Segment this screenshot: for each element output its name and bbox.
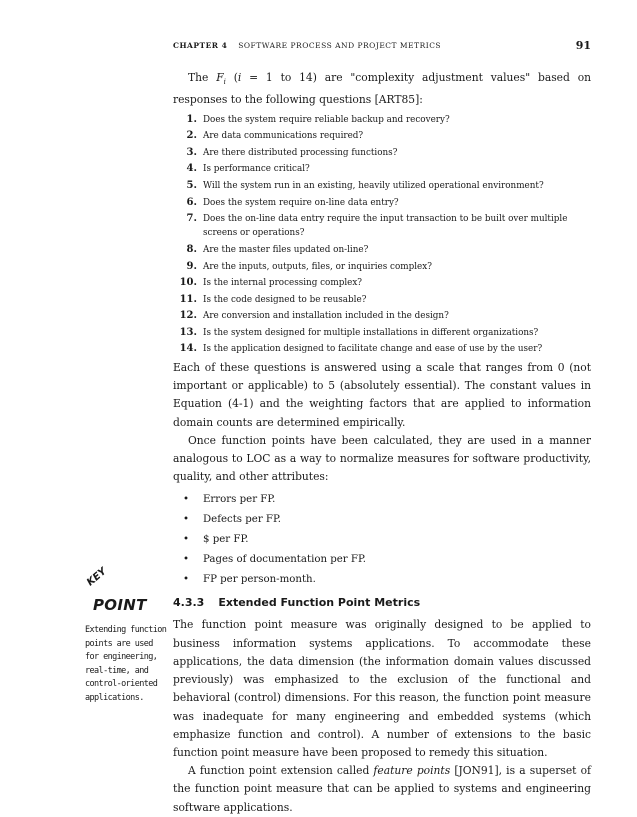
bullet-icon: • (183, 534, 190, 546)
question-text: Does the on-line data entry require the input transaction to be built over multiple screens or operations? (203, 214, 568, 239)
fp-paragraph: The function point measure was originally designed to be applied to business information systems applications. To accommodate these applications, the data dimension (the information domain values discussed previously) was emphasized to the exclusion of the functional and behavioral (control) dimensions. For this reason, the function point measure was inadequate for many engineering and embedded systems (which emphasize function and control). A number of extensions to the basic function point measure have been proposed to remedy this situation. (173, 618, 591, 759)
bullet-text: Pages of documentation per FP. (203, 554, 367, 566)
question-text: Are the inputs, outputs, files, or inquiries complex? (203, 261, 432, 272)
question-number: 7. (186, 213, 197, 225)
question-item (173, 326, 591, 340)
question-item (173, 309, 591, 323)
question-number: 9. (186, 260, 197, 272)
bullet-icon: • (183, 574, 190, 586)
question-number: 3. (186, 146, 197, 158)
chapter-title: SOFTWARE PROCESS AND PROJECT METRICS (238, 41, 442, 50)
page-number: 91 (575, 39, 591, 52)
question-text: Is the internal processing complex? (203, 278, 363, 289)
question-item (173, 146, 591, 160)
section-number: 4.3.3 (173, 596, 205, 610)
question-item (173, 196, 591, 210)
question-text: Is the code designed to be reusable? (203, 294, 367, 305)
bullet-item (173, 490, 591, 510)
key-point-word: POINT (93, 596, 147, 614)
metrics-bullet-list (173, 490, 591, 590)
question-text: Does the system require on-line data entry? (203, 197, 399, 208)
question-item (173, 179, 591, 193)
bullet-item (173, 530, 591, 550)
question-number: 5. (186, 179, 197, 191)
bullet-text: FP per person-month. (203, 574, 316, 586)
question-number: 14. (179, 343, 197, 355)
question-text: Is performance critical? (203, 164, 310, 175)
question-item (173, 293, 591, 307)
main-content (173, 69, 591, 817)
bullet-icon: • (183, 554, 190, 566)
question-text: Are conversion and installation included in the design? (203, 311, 449, 322)
key-point-key-label: KEY (85, 565, 109, 589)
question-item (173, 260, 591, 274)
question-number: 12. (179, 310, 197, 322)
bullet-text: $ per FP. (203, 534, 249, 546)
bullet-text: Errors per FP. (203, 494, 276, 506)
extension-paragraph: A function point extension called feature points [JON91], is a superset of the function point measure that can be applied to systems and engineering software applications. (173, 764, 591, 814)
feature-points-term: feature points (373, 764, 451, 778)
question-text: Will the system run in an existing, heavily utilized operational environment? (203, 180, 544, 191)
running-header (173, 41, 591, 50)
question-text: Is the system designed for multiple installations in different organizations? (203, 327, 539, 338)
intro-paragraph: The $F_i$ (i = 1 to 14) are "complexity adjustment values" based on responses to the following questions [ART85]: (173, 71, 592, 107)
question-item (173, 212, 591, 240)
question-text: Does the system require reliable backup and recovery? (203, 114, 450, 125)
bullet-item (173, 550, 591, 570)
section-heading (173, 594, 591, 612)
bullet-icon: • (183, 494, 190, 506)
question-item (173, 129, 591, 143)
questions-list (173, 113, 591, 357)
question-text: Are the master files updated on-line? (203, 244, 369, 255)
question-text: Is the application designed to facilitate change and ease of use by the user? (203, 344, 543, 355)
key-point-sidebar (85, 565, 167, 705)
section-title: Extended Function Point Metrics (218, 596, 421, 610)
chapter-label: CHAPTER 4 (173, 41, 228, 50)
scale-paragraph: Each of these questions is answered using a scale that ranges from 0 (not important or applicable) to 5 (absolutely essential). The constant values in Equation (4-1) and the weighting factors that are applied to information domain counts are determined empirically. (173, 361, 591, 429)
question-number: 8. (186, 243, 197, 255)
bullet-icon: • (183, 514, 190, 526)
question-item (173, 342, 591, 356)
question-number: 10. (179, 277, 197, 289)
bullet-text: Defects per FP. (203, 514, 282, 526)
key-point-icon (85, 565, 165, 622)
bullet-item (173, 570, 591, 590)
question-item (173, 113, 591, 127)
question-item (173, 162, 591, 176)
once-paragraph: Once function points have been calculated, they are used in a manner analogous to LOC as a way to normalize measures for software productivity, quality, and other attributes: (173, 433, 591, 484)
question-number: 6. (186, 196, 197, 208)
question-number: 11. (179, 293, 197, 305)
question-number: 4. (186, 163, 197, 175)
key-point-note: Extending function points are used for engineering, real-time, and control-oriented applications. (85, 625, 167, 703)
question-text: Are there distributed processing functions? (203, 147, 398, 158)
question-item (173, 276, 591, 290)
question-text: Are data communications required? (203, 131, 364, 142)
question-number: 2. (186, 130, 197, 142)
question-item (173, 243, 591, 257)
question-number: 13. (179, 326, 197, 338)
question-number: 1. (186, 113, 197, 125)
bullet-item (173, 510, 591, 530)
